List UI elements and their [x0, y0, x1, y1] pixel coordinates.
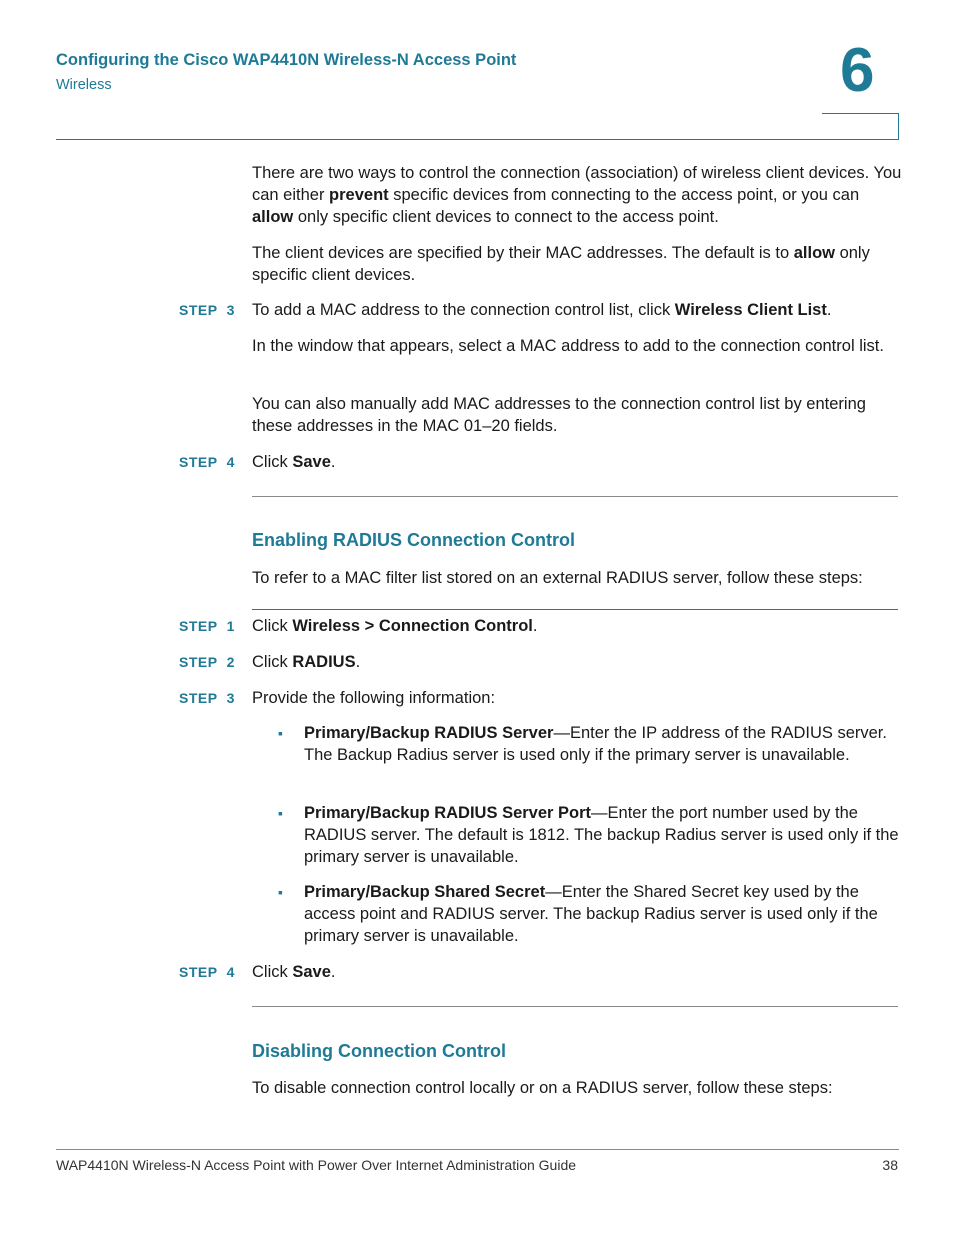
radius-step-2-text: Click RADIUS.	[252, 653, 361, 671]
step-label: STEP 1	[179, 618, 235, 634]
section-divider	[252, 496, 898, 497]
intro-paragraph-1: There are two ways to control the connection (association) of wireless client devices. You can either prevent specific devices from connecting to the access point, or you can allow only specific client devices to connect to the access point.	[252, 164, 902, 226]
section-heading-disable: Disabling Connection Control	[252, 1041, 506, 1061]
footer-guide-title: WAP4410N Wireless-N Access Point with Power Over Internet Administration Guide	[56, 1157, 577, 1173]
intro-paragraph-2: The client devices are specified by their MAC addresses. The default is to allow only specific client devices.	[252, 244, 870, 284]
bullet-item: Primary/Backup RADIUS Server—Enter the IP address of the RADIUS server. The Backup Radius server is used only if the primary server is unavailable.	[304, 724, 887, 764]
bullet-item: Primary/Backup Shared Secret—Enter the Shared Secret key used by the access point and RADIUS server. The backup Radius server is used only if the primary server is unavailable.	[304, 883, 878, 945]
section-divider	[252, 1006, 898, 1007]
bullet-marker: ▪	[278, 805, 283, 821]
bullet-marker: ▪	[278, 884, 283, 900]
step-label: STEP 3	[179, 690, 235, 706]
step-label: STEP 4	[179, 454, 235, 470]
disable-intro: To disable connection control locally or on a RADIUS server, follow these steps:	[252, 1079, 833, 1097]
radius-intro: To refer to a MAC filter list stored on an external RADIUS server, follow these steps:	[252, 569, 863, 587]
chapter-tab-frame	[822, 113, 899, 140]
step-label: STEP 2	[179, 654, 235, 670]
step-label: STEP 4	[179, 964, 235, 980]
radius-step-4-text: Click Save.	[252, 963, 336, 981]
header-rule	[56, 139, 899, 140]
steps-rule	[252, 609, 898, 610]
section-heading-radius: Enabling RADIUS Connection Control	[252, 530, 575, 550]
step-3-detail-1: In the window that appears, select a MAC address to add to the connection control list.	[252, 337, 884, 355]
footer-page-number: 38	[882, 1157, 898, 1173]
bullet-marker: ▪	[278, 725, 283, 741]
radius-step-3-text: Provide the following information:	[252, 689, 496, 707]
bullet-item: Primary/Backup RADIUS Server Port—Enter the port number used by the RADIUS server. The default is 1812. The backup Radius server is used only if the primary server is unavailable.	[304, 804, 899, 866]
step-4-text: Click Save.	[252, 453, 336, 471]
radius-step-1-text: Click Wireless > Connection Control.	[252, 617, 538, 635]
footer-rule	[56, 1149, 899, 1150]
chapter-number: 6	[840, 36, 875, 105]
step-label: STEP 3	[179, 302, 235, 318]
running-header-section: Wireless	[56, 77, 112, 93]
running-header-title: Configuring the Cisco WAP4410N Wireless-N Access Point	[56, 51, 517, 69]
step-3-detail-2: You can also manually add MAC addresses to the connection control list by entering these addresses in the MAC 01–20 fields.	[252, 395, 866, 435]
step-3-text: To add a MAC address to the connection control list, click Wireless Client List.	[252, 301, 832, 319]
